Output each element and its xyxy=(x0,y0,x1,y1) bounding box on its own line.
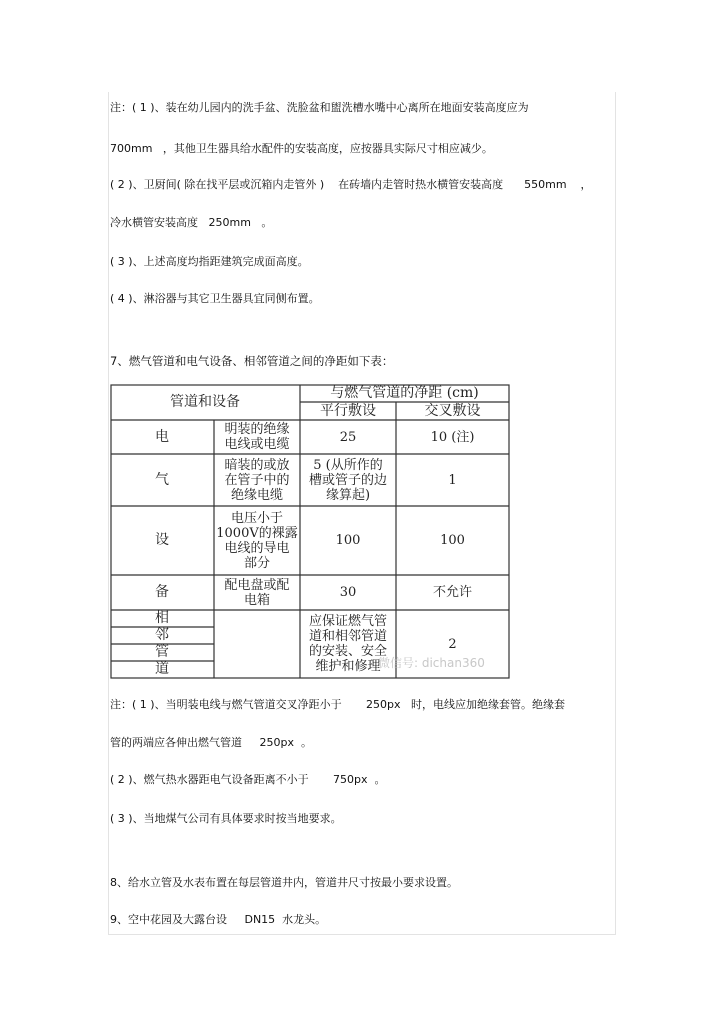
adjacent-char-xiang: 相 xyxy=(155,610,169,626)
row3-desc: 电压小于 1000V的裸露 电线的导电 部分 xyxy=(216,510,298,571)
row2-cross: 1 xyxy=(448,472,457,488)
left-char-dian: 电 xyxy=(155,428,169,445)
note3: ( 3 )、上述高度均指距建筑完成面高度。 xyxy=(110,255,309,268)
note-b1-line2: 管的两端应各伸出燃气管道 250px 。 xyxy=(110,736,312,749)
row4-parallel: 30 xyxy=(339,585,357,600)
adjacent-char-dao: 道 xyxy=(155,661,169,677)
adjacent-parallel: 应保证燃气管 道和相邻管道 的安装、安全 维护和修理 xyxy=(308,614,387,674)
row3-parallel: 100 xyxy=(335,533,361,548)
gas-clearance-table xyxy=(110,384,510,679)
note-b1-line1: 注：( 1 )、当明装电线与燃气管道交叉净距小于 250px 时，电线应加绝缘套管。绝缘套 xyxy=(110,698,566,711)
left-char-bei: 备 xyxy=(155,584,169,600)
note2-line1: ( 2 )、卫厨间( 除在找平层或沉箱内走管外 ) 在砖墙内走管时热水横管安装高度 550mm ， xyxy=(110,178,592,191)
adjacent-char-lin: 邻 xyxy=(155,627,169,643)
note-b2: ( 2 )、燃气热水器距电气设备距离不小于 750px 。 xyxy=(110,773,386,786)
left-char-she: 设 xyxy=(155,532,169,548)
header-cross: 交叉敷设 xyxy=(424,402,481,419)
adjacent-cross: 2 xyxy=(448,636,457,652)
header-parallel: 平行敷设 xyxy=(320,402,376,419)
row2-desc: 暗装的或放 在管子中的 绝缘电缆 xyxy=(224,457,290,503)
note4: ( 4 )、淋浴器与其它卫生器具宜同侧布置。 xyxy=(110,292,320,305)
row2-parallel: 5 (从所作的 槽或管子的边 缘算起) xyxy=(308,457,387,503)
watermark-text: 微信号: dichan360 xyxy=(378,656,485,670)
header-pipe-equipment: 管道和设备 xyxy=(170,393,240,410)
left-char-qi: 气 xyxy=(155,471,169,488)
row1-cross: 10 (注) xyxy=(430,429,475,445)
item9: 9、空中花园及大露台设 DN15 水龙头。 xyxy=(110,913,327,926)
row1-desc: 明装的绝缘 电线或电缆 xyxy=(224,422,290,452)
row4-cross: 不允许 xyxy=(432,585,472,600)
item8: 8、给水立管及水表布置在每层管道井内，管道井尺寸按最小要求设置。 xyxy=(110,876,458,889)
note2-line2: 冷水横管安装高度 250mm 。 xyxy=(110,216,273,229)
note1-line2: 700mm ，其他卫生器具给水配件的安装高度，应按器具实际尺寸相应减少。 xyxy=(110,142,493,155)
row1-parallel: 25 xyxy=(339,429,357,445)
note-b3: ( 3 )、当地煤气公司有具体要求时按当地要求。 xyxy=(110,812,342,825)
header-clearance: 与燃气管道的净距 (cm) xyxy=(330,384,479,401)
row3-cross: 100 xyxy=(440,533,465,548)
adjacent-char-guan: 管 xyxy=(155,644,169,660)
note1-line1: 注：( 1 )、装在幼儿园内的洗手盆、洗脸盆和盥洗槽水嘴中心离所在地面安装高度应为 xyxy=(110,101,529,114)
row4-desc: 配电盘或配 电箱 xyxy=(224,577,290,608)
section7-heading: 7、燃气管道和电气设备、相邻管道之间的净距如下表： xyxy=(110,354,394,368)
